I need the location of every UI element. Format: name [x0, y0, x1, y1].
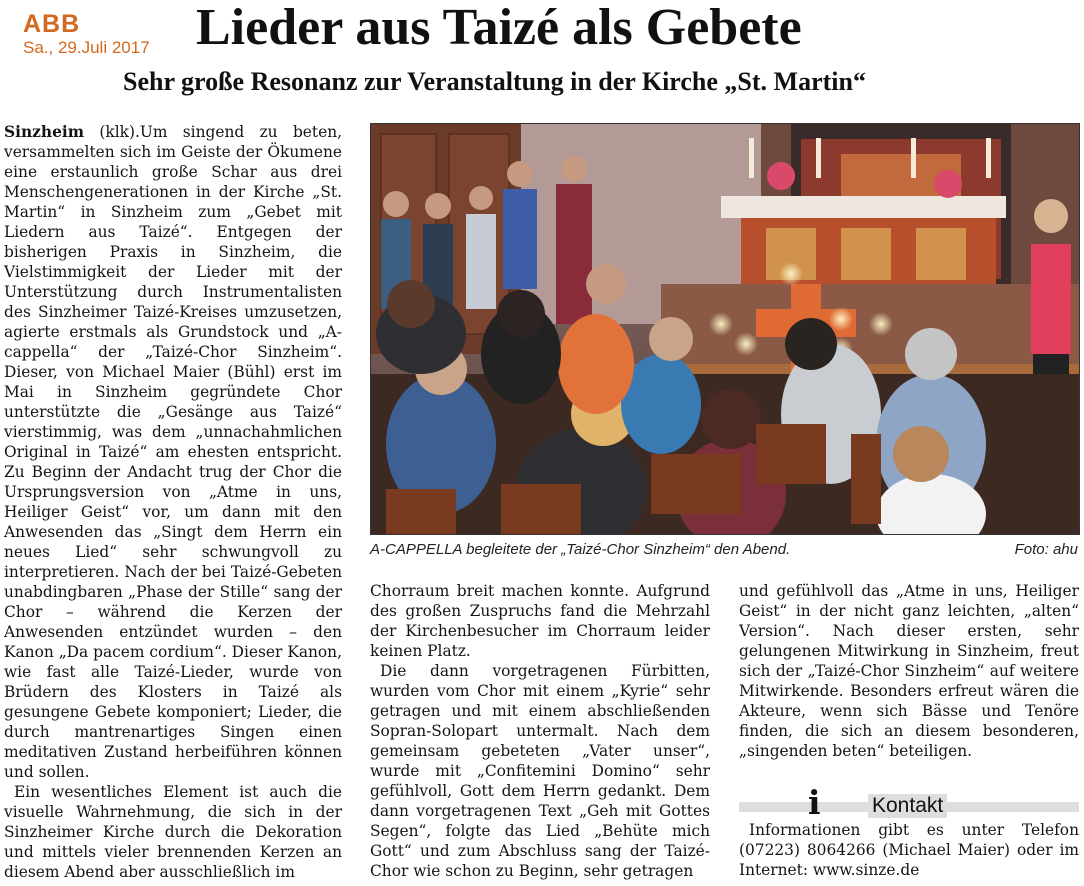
- dateline: Sinzheim: [4, 123, 85, 141]
- publication-date: Sa., 29.Juli 2017: [23, 38, 150, 57]
- photo-caption: [370, 540, 1078, 560]
- byline: (klk).: [99, 123, 140, 141]
- lead-text: Um singend zu beten, versammelten sich im Geiste der Ökumene eine erstaunlich große Schar aus drei Menschengenerationen in der Kirche „St. Martin“ in Sinzheim zum „Gebet mit Liedern aus Taizé“. Entgegen der bisherigen Praxis in Sinzheim, die Vielstimmigkeit der Lieder mit der Unterstützung durch Instrumentalisten des Sinzheimer Taizé-Kreises umzusetzen, agierte erstmals als Grundstock und „A-cappella“ der „Taizé-Chor Sinzheim“. Dieser, von Michael Maier (Bühl) erst im Mai in Sinzheim gegründete Chor unterstützte die „Gesänge aus Taizé“ vierstimmig, was dem „unnachahmlichen Original in Taizé“ am ehesten entspricht. Zu Beginn der Andacht trug der Chor die Ursprungsversion von „Atme in uns, Heiliger Geist“ vor, um dann mit den Anwesenden das „Singt dem Herrn ein neues Lied“ sehr schwungvoll zu interpretieren. Nach der bei Taizé-Gebeten unabdingbaren „Phase der Stille“ sang der Chor – während die Kerzen der Anwesenden entzündet wurden – den Kanon „Da pacem cordium“. Dieser Kanon, wie fast alle Taizé-Lieder, wurde von Brüdern des Klosters in Taizé als gesungene Gebete komponiert; Lieder, die durch mantrenartiges Singen einen meditativen Zustand herbeiführen können und sollen.: [4, 123, 342, 781]
- info-icon: i: [808, 783, 821, 822]
- headline: Lieder aus Taizé als Gebete: [196, 0, 802, 56]
- kontakt-box: [739, 820, 1079, 880]
- paragraph-2-text: Ein wesentliches Element ist auch die visuelle Wahrnehmung, die sich in der Sinzheimer Kirche durch die Dekoration und mittels vieler brennenden Kerzen an diesem Abend aber ausschließlich im: [4, 783, 342, 881]
- photo-credit: Foto: ahu: [1014, 541, 1078, 558]
- kontakt-text: Informationen gibt es unter Telefon (07223) 8064266 (Michael Maier) oder im Internet: www.sinze.de: [739, 821, 1079, 879]
- article-paragraph-2-start: [4, 782, 342, 882]
- article-column-1: [4, 122, 342, 882]
- caption-text: A-CAPPELLA begleitete der „Taizé-Chor Sinzheim“ den Abend.: [370, 541, 791, 558]
- paragraph-2-continued: Chorraum breit machen konnte. Aufgrund des großen Zuspruchs fand die Mehrzahl der Kirchenbesucher im Chorraum leider keinen Platz.: [370, 582, 710, 660]
- church-photo: [370, 123, 1080, 535]
- article-paragraph-3: Die dann vorgetragenen Fürbitten, wurden vom Chor mit einem „Kyrie“ sehr getragen und mit einem abschließenden Sopran-Solopart untermalt. Nach dem gemeinsam gebeteten „Vater unser“, wurde mit „Confitemini Domino“ sehr gefühlvoll, Gott dem Herrn gedankt. Dem dann vorgetragenen Text „Geh mit Gottes Segen“, folgte das Lied „Behüte mich Gott“ und zum Abschluss sang der Taizé-Chor wie schon zu Beginn, sehr getragen: [370, 662, 710, 880]
- article-column-2: [370, 581, 710, 881]
- article-lead-paragraph: [4, 122, 342, 782]
- article-column-3: [739, 581, 1079, 761]
- subheadline: Sehr große Resonanz zur Veranstaltung in der Kirche „St. Martin“: [123, 67, 866, 96]
- church-photo-image: [371, 124, 1079, 534]
- source-label: ABB: [23, 10, 81, 38]
- paragraph-3-continued: und gefühlvoll das „Atme in uns, Heiliger Geist“ in der nicht ganz leichten, „alten“ Version“. Nach dieser ersten, sehr gelungenen Mitwirkung in Sinzheim, freut sich der „Taizé-Chor Sinzheim“ auf weitere Mitwirkende. Besonders erfreut wären die Akteure, wenn sich Bässe und Tenöre finden, die sich an diesem besonderen, „singenden beten“ beteiligen.: [739, 582, 1079, 760]
- kontakt-heading: Kontakt: [868, 794, 947, 818]
